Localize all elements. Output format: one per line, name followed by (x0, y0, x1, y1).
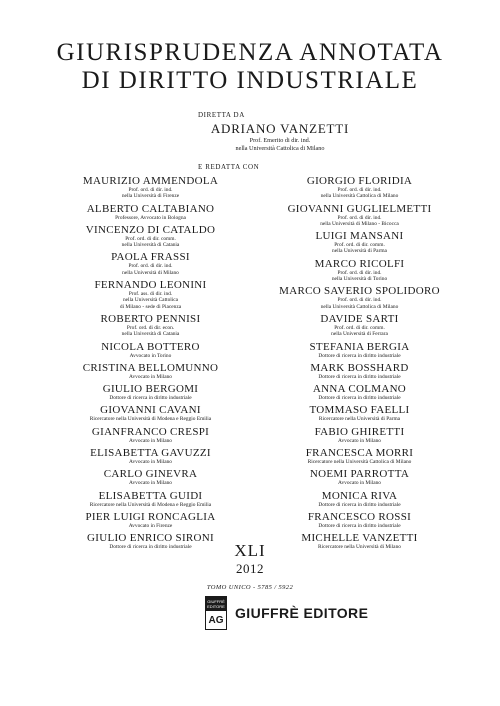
editor-entry (43, 279, 258, 310)
editor-role: Avvocato in Firenze (128, 522, 173, 529)
editor-entry (43, 447, 258, 465)
editor-name: FRANCESCO ROSSI (307, 510, 412, 523)
editor-name: PIER LUIGI RONCAGLIA (85, 510, 216, 523)
editor-entry (252, 383, 467, 401)
editor-role: Dottore di ricerca in diritto industriale (318, 373, 401, 380)
editor-role: Prof. ord. di dir. comm. (334, 324, 385, 331)
editor-role: nella Università di Ferrara (331, 331, 388, 338)
editor-entry (43, 341, 258, 359)
editor-entry (43, 383, 258, 401)
editor-name: ROBERTO PENNISI (100, 312, 201, 325)
editor-role: Avvocato in Milano (128, 437, 173, 444)
editor-role: nella Università di Firenze (121, 193, 180, 200)
editor-role: Prof. ord. di dir. ind. (128, 263, 173, 270)
publisher-logo-icon (205, 596, 227, 630)
director-block (170, 120, 390, 153)
editor-role: Ricercatore nella Università Cattolica di Milano (307, 459, 412, 466)
editor-role: Dottore di ricerca in diritto industriale (318, 352, 401, 359)
editor-role: Avvocato in Milano (128, 373, 173, 380)
editor-role: Dottore di ricerca in diritto industriale (318, 395, 401, 402)
editor-entry (252, 258, 467, 283)
editor-role: Prof. ord. di dir. comm. (125, 235, 176, 242)
volume-year: 2012 (236, 561, 264, 576)
editor-entry (43, 313, 258, 338)
editor-entry (43, 362, 258, 380)
editor-role: Dottore di ricerca in diritto industriale (109, 544, 192, 551)
editor-name: ELISABETTA GUIDI (98, 489, 203, 502)
publisher-name: GIUFFRÈ EDITORE (235, 605, 369, 621)
editor-name: MARK BOSSHARD (310, 361, 409, 374)
editor-entry (252, 426, 467, 444)
editor-entry (252, 404, 467, 422)
edited-with-label: E REDATTA CON (198, 163, 260, 171)
editor-role: Dottore di ricerca in diritto industriale (318, 522, 401, 529)
editor-role: nella Università Cattolica di Milano (320, 303, 399, 310)
editor-role: Prof. ord. di dir. comm. (334, 242, 385, 249)
editor-role: Professore, Avvocato in Bologna (115, 214, 186, 221)
director-name: ADRIANO VANZETTI (210, 121, 350, 136)
editor-name: GIORGIO FLORIDIA (306, 175, 413, 187)
editor-name: ANNA COLMANO (312, 383, 407, 396)
editor-name: GIULIO ENRICO SIRONI (87, 532, 214, 545)
editor-role: nella Università di Catania (121, 331, 180, 338)
editor-role: Avvocato in Milano (337, 437, 382, 444)
editor-entry (252, 341, 467, 359)
editor-name: LUIGI MANSANI (315, 230, 404, 243)
editor-role: Dottore di ricerca in diritto industriale (109, 395, 192, 402)
editor-role: Prof. ord. di dir. ind. (337, 187, 382, 193)
editor-name: NICOLA BOTTERO (101, 340, 200, 353)
editor-entry (43, 251, 258, 276)
editor-name: DAVIDE SARTI (320, 312, 399, 325)
editor-role: Avvocato in Milano (128, 459, 173, 466)
editor-name: MICHELLE VANZETTI (301, 532, 418, 545)
editor-role: Prof. ord. di dir. ind. (337, 269, 382, 276)
editor-name: GIANFRANCO CRESPI (91, 425, 210, 438)
editor-name: CARLO GINEVRA (103, 468, 198, 481)
editor-role: Ricercatore nella Università di Modena e Reggio Emilia (89, 416, 212, 423)
director-role: Prof. Emerito di dir. ind. (249, 137, 311, 144)
editor-name: GIULIO BERGOMI (102, 383, 199, 396)
editor-role: Avvocato in Torino (129, 352, 172, 359)
editor-entry (252, 230, 467, 255)
editor-role: nella Università di Milano (122, 269, 179, 276)
editor-name: NOEMI PARROTTA (309, 468, 410, 481)
editor-name: ELISABETTA GAVUZZI (90, 447, 211, 460)
editor-name: MONICA RIVA (321, 489, 398, 502)
editor-role: Prof. ord. di dir. ind. (337, 214, 382, 221)
editor-entry (43, 468, 258, 486)
editor-entry (43, 426, 258, 444)
editor-entry (43, 490, 258, 508)
editor-entry (252, 362, 467, 380)
editor-name: PAOLA FRASSI (111, 251, 190, 264)
editor-name: STEFANIA BERGIA (309, 340, 410, 353)
editor-name: GIOVANNI GUGLIELMETTI (287, 202, 432, 215)
editor-role: nella Università di Catania (121, 242, 180, 249)
editor-entry (252, 313, 467, 338)
editor-name: CRISTINA BELLOMUNNO (82, 361, 219, 374)
editor-entry (252, 447, 467, 465)
editor-entry (252, 468, 467, 486)
logo-top-text: GIUFFRÈ EDITORE (207, 599, 225, 609)
editor-role: Dottore di ricerca in diritto industriale (318, 501, 401, 508)
editor-role: Avvocato in Milano (128, 480, 173, 487)
editor-name: MARCO RICOLFI (314, 257, 405, 270)
directed-by-label: DIRETTA DA (198, 111, 245, 119)
editor-role: Avvocato in Milano (337, 480, 382, 487)
editor-name: ALBERTO CALTABIANO (86, 202, 215, 215)
director-role: nella Università Cattolica di Milano (235, 145, 325, 152)
editor-role: nella Università di Milano - Bicocca (320, 220, 399, 227)
journal-title-line2: DI DIRITTO INDUSTRIALE (81, 67, 419, 94)
editor-role: nella Università di Torino (331, 276, 388, 283)
editor-name: MARCO SAVERIO SPOLIDORO (279, 285, 440, 298)
editor-role: Prof. ord. di dir. econ. (126, 324, 175, 331)
editor-entry (43, 404, 258, 422)
editor-name: FABIO GHIRETTI (314, 425, 405, 438)
editor-role: di Milano - sede di Piacenza (119, 303, 182, 310)
editor-entry (252, 175, 467, 200)
editor-entry (252, 203, 467, 228)
editor-name: MAURIZIO AMMENDOLA (82, 175, 219, 187)
journal-title-line1: GIURISPRUDENZA ANNOTATA (56, 39, 444, 66)
editor-entry (43, 175, 258, 200)
editor-entry (43, 511, 258, 529)
editor-name: FERNANDO LEONINI (94, 279, 207, 292)
editor-role: Prof. ass. di dir. ind. (128, 291, 173, 298)
editor-name: FRANCESCA MORRI (305, 447, 414, 460)
editor-role: Prof. ord. di dir. ind. (128, 187, 173, 193)
volume-number: XLI (234, 541, 266, 560)
editor-entry (252, 511, 467, 529)
editor-role: Prof. ord. di dir. ind. (337, 297, 382, 304)
editor-name: TOMMASO FAELLI (309, 404, 410, 417)
editor-entry (252, 490, 467, 508)
editor-role: nella Università Cattolica (122, 297, 179, 304)
editor-role: Ricercatore nella Università di Modena e Reggio Emilia (89, 501, 212, 508)
editor-role: Ricercatore nella Università di Milano (318, 544, 401, 551)
editor-role: Ricercatore nella Università di Parma (318, 416, 401, 423)
editors-left-column (43, 175, 258, 554)
logo-monogram: AG (208, 615, 224, 626)
editor-entry (43, 203, 258, 221)
editor-entry (43, 224, 258, 249)
editor-name: GIOVANNI CAVANI (100, 404, 201, 417)
editors-right-column (252, 175, 467, 554)
editor-role: nella Università Cattolica di Milano (320, 193, 399, 200)
editor-entry (252, 285, 467, 310)
editor-name: VINCENZO DI CATALDO (85, 223, 216, 236)
editor-role: nella Università di Parma (332, 248, 387, 255)
tome-pages: TOMO UNICO - 5785 / 5922 (206, 584, 294, 591)
